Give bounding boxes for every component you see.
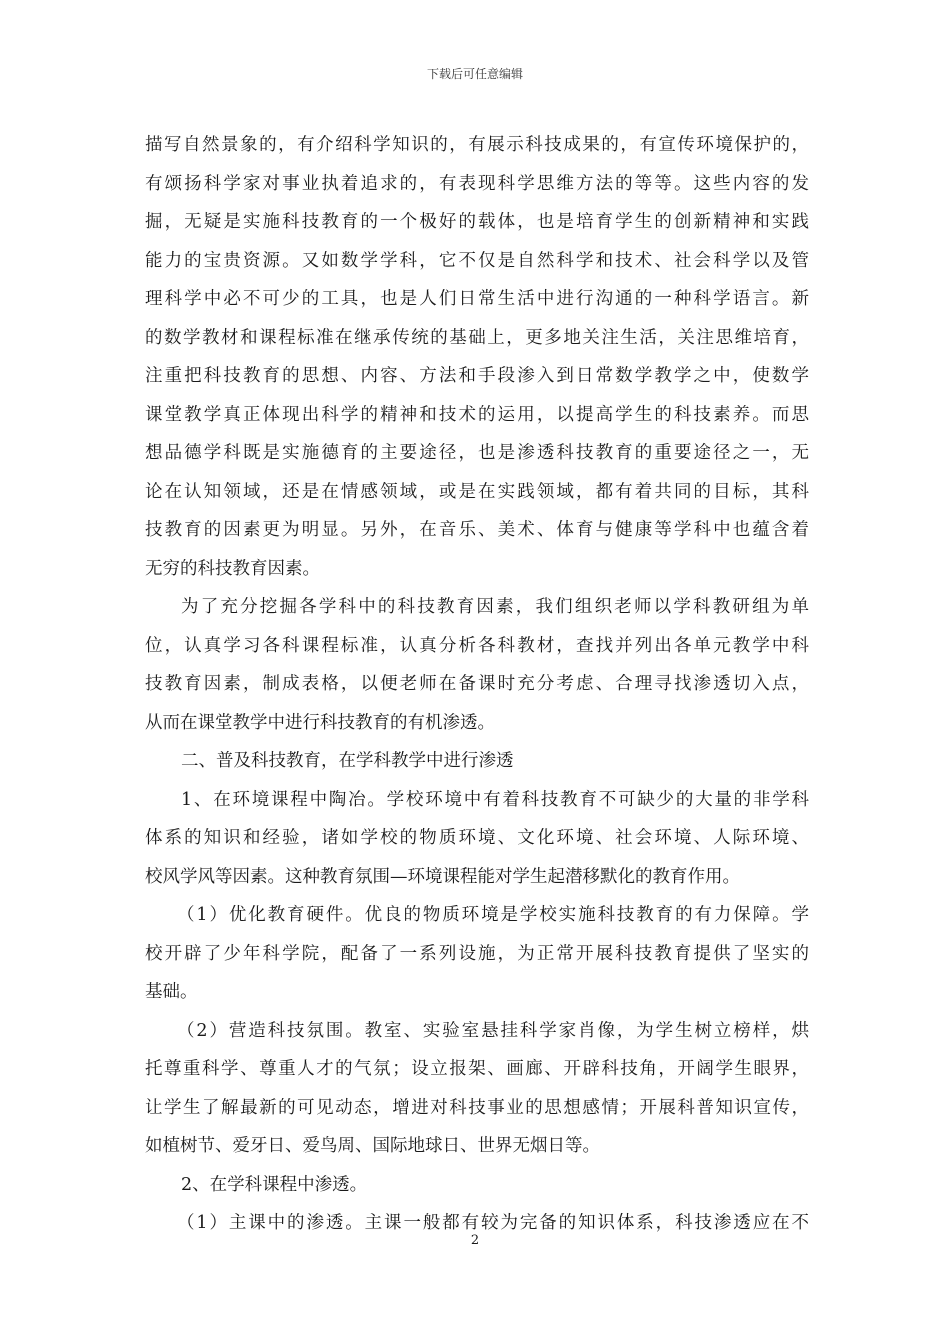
text-line: 有颂扬科学家对事业执着追求的，有表现科学思维方法的等等。这些内容的发: [145, 173, 809, 194]
text-line: 注重把科技教育的思想、内容、方法和手段渗入到日常数学教学之中，使数学: [145, 366, 809, 386]
page-number: 2: [470, 1233, 480, 1248]
text-line: 理科学中必不可少的工具，也是人们日常生活中进行沟通的一种科学语言。新: [145, 289, 809, 309]
text-line: 无穷的科技教育因素。: [145, 558, 320, 579]
text-line: 体系的知识和经验，诸如学校的物质环境、文化环境、社会环境、人际环境、: [145, 828, 809, 848]
text-line: （2）营造科技氛围。教室、实验室悬挂科学家肖像，为学生树立榜样，烘: [177, 1020, 809, 1041]
text-line: 校开辟了少年科学院，配备了一系列设施，为正常开展科技教育提供了坚实的: [145, 943, 809, 964]
text-line: 技教育因素，制成表格，以便老师在备课时充分考虑、合理寻找渗透切入点，: [145, 674, 809, 694]
text-line: （1）优化教育硬件。优良的物质环境是学校实施科技教育的有力保障。学: [177, 905, 809, 925]
text-line: 技教育的因素更为明显。另外，在音乐、美术、体育与健康等学科中也蕴含着: [145, 520, 809, 540]
text-line: 基础。: [145, 982, 198, 1002]
text-line: 能力的宝贵资源。又如数学学科，它不仅是自然科学和技术、社会科学以及管: [145, 250, 809, 271]
text-line: 的数学教材和课程标准在继承传统的基础上，更多地关注生活，关注思维培育，: [145, 327, 809, 348]
text-line: 想品德学科既是实施德育的主要途径，也是渗透科技教育的重要途径之一，无: [145, 443, 809, 463]
text-line: 位，认真学习各科课程标准，认真分析各科教材，查找并列出各单元教学中科: [145, 635, 809, 656]
text-line: 二、普及科技教育，在学科教学中进行渗透: [181, 751, 514, 771]
text-line: 掘，无疑是实施科技教育的一个极好的载体，也是培育学生的创新精神和实践: [145, 212, 809, 232]
text-line: 1、在环境课程中陶冶。学校环境中有着科技教育不可缺少的大量的非学科: [181, 789, 809, 810]
text-line: 论在认知领域，还是在情感领域，或是在实践领域，都有着共同的目标，其科: [145, 481, 809, 502]
text-line: （1）主课中的渗透。主课一般都有较为完备的知识体系，科技渗透应在不: [177, 1213, 809, 1233]
text-line: 托尊重科学、尊重人才的气氛；设立报架、画廊、开辟科技角，开阔学生眼界，: [145, 1059, 809, 1079]
text-line: 描写自然景象的，有介绍科学知识的，有展示科技成果的，有宣传环境保护的，: [145, 135, 809, 155]
text-line: 校风学风等因素。这种教育氛围—环境课程能对学生起潜移默化的教育作用。: [145, 866, 740, 887]
text-line: 课堂教学真正体现出科学的精神和技术的运用，以提高学生的科技素养。而思: [145, 404, 809, 425]
page-header: 下载后可任意编辑: [426, 67, 523, 81]
document-body: [145, 126, 809, 1243]
text-line: 从而在课堂教学中进行科技教育的有机渗透。: [145, 712, 495, 733]
text-line: 2、在学科课程中渗透。: [181, 1174, 368, 1195]
text-line: 让学生了解最新的可见动态，增进对科技事业的思想感情；开展科普知识宣传，: [145, 1097, 809, 1118]
text-line: 如植树节、爱牙日、爱鸟周、国际地球日、世界无烟日等。: [145, 1136, 600, 1156]
text-line: 为了充分挖掘各学科中的科技教育因素，我们组织老师以学科教研组为单: [181, 597, 809, 617]
